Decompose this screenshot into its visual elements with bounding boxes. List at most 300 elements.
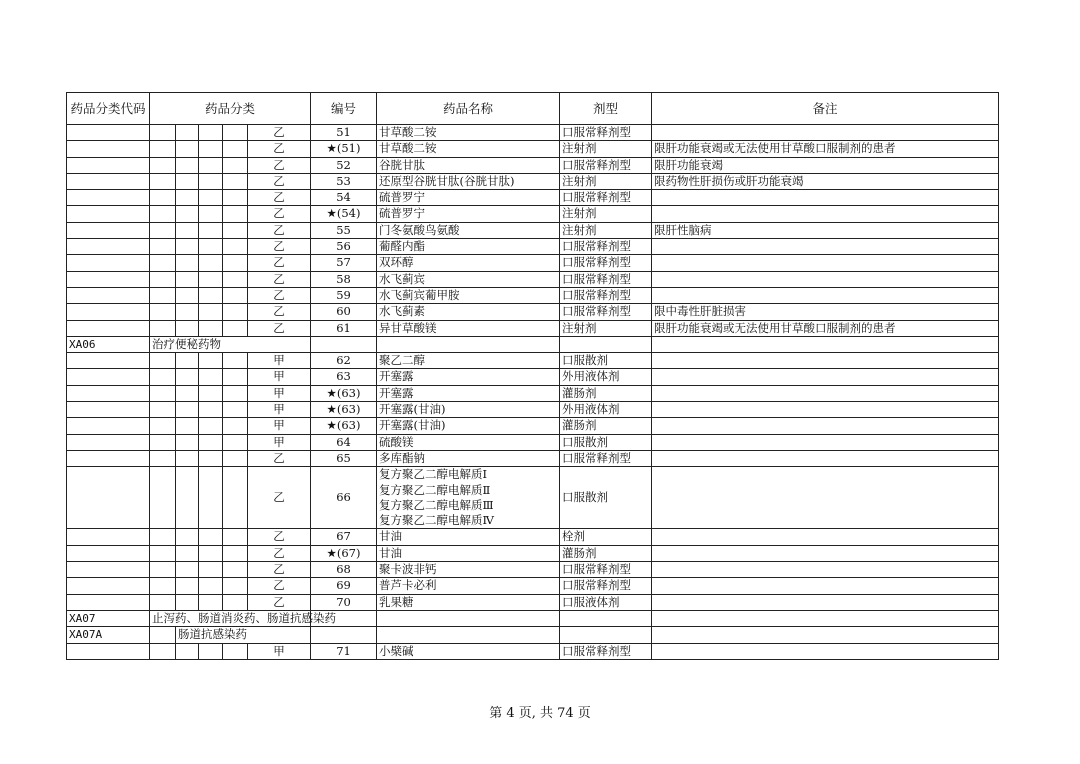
dosage-form-cell: 口服常释剂型 (560, 578, 652, 594)
drug-name-cell (377, 467, 560, 529)
category-level-cell (199, 304, 223, 320)
number-cell: ★(63) (311, 418, 377, 434)
remark-cell (652, 643, 999, 659)
dosage-form-cell: 注射剂 (560, 141, 652, 157)
category-level-cell (150, 304, 176, 320)
remark-cell: 限肝功能衰竭或无法使用甘草酸口服制剂的患者 (652, 141, 999, 157)
category-level-cell (223, 239, 248, 255)
category-level-cell (150, 190, 176, 206)
category-level-cell (176, 578, 199, 594)
category-level-cell (176, 434, 199, 450)
category-level-cell (176, 353, 199, 369)
category-level-cell (150, 206, 176, 222)
category-level-cell (199, 125, 223, 141)
remark-cell: 限肝功能衰竭 (652, 157, 999, 173)
dosage-form-cell: 注射剂 (560, 320, 652, 336)
number-cell: 61 (311, 320, 377, 336)
number-cell: 67 (311, 529, 377, 545)
category-level-cell (199, 434, 223, 450)
category-level-cell (176, 369, 199, 385)
code-cell (67, 320, 150, 336)
category-level-cell (199, 141, 223, 157)
dosage-form-cell: 口服常释剂型 (560, 562, 652, 578)
category-level-cell (150, 125, 176, 141)
category-level-cell (223, 562, 248, 578)
header-remark: 备注 (652, 93, 999, 125)
category-level-cell (176, 239, 199, 255)
table-row (67, 239, 999, 255)
code-cell (67, 157, 150, 173)
category-level-cell (223, 157, 248, 173)
table-row (67, 418, 999, 434)
category-level-cell (150, 578, 176, 594)
remark-cell: 限肝功能衰竭或无法使用甘草酸口服制剂的患者 (652, 320, 999, 336)
category-level-cell (223, 578, 248, 594)
category-level-cell (150, 222, 176, 238)
category-level-cell (176, 545, 199, 561)
number-cell: 65 (311, 450, 377, 466)
category-level-cell (150, 157, 176, 173)
code-cell (67, 369, 150, 385)
drug-name-cell: 水飞蓟宾葡甲胺 (377, 287, 560, 303)
class-cell: 乙 (248, 239, 311, 255)
drug-name-cell: 聚卡波非钙 (377, 562, 560, 578)
number-cell: 56 (311, 239, 377, 255)
table-row (67, 385, 999, 401)
drug-name-cell: 普芦卡必利 (377, 578, 560, 594)
table-row (67, 173, 999, 189)
category-level-cell (199, 369, 223, 385)
class-cell: 乙 (248, 125, 311, 141)
drug-name-cell: 还原型谷胱甘肽(谷胱甘肽) (377, 173, 560, 189)
number-cell: 52 (311, 157, 377, 173)
class-cell: 乙 (248, 578, 311, 594)
remark-cell (652, 562, 999, 578)
remark-cell: 限肝性脑病 (652, 222, 999, 238)
category-level-cell (150, 320, 176, 336)
drug-name-cell: 乳果糖 (377, 594, 560, 610)
number-cell: 63 (311, 369, 377, 385)
category-level-cell (199, 418, 223, 434)
drug-name-line: 复方聚乙二醇电解质Ⅱ (379, 482, 491, 497)
category-level-cell (176, 402, 199, 418)
table-row (67, 545, 999, 561)
category-level-cell (223, 643, 248, 659)
class-cell: 乙 (248, 206, 311, 222)
remark-cell (652, 467, 999, 529)
category-level-cell (199, 157, 223, 173)
category-level-cell (150, 627, 176, 643)
drug-name-cell: 开塞露 (377, 385, 560, 401)
remark-cell (652, 627, 999, 643)
category-level-cell (223, 125, 248, 141)
category-level-cell (150, 239, 176, 255)
drug-name-cell (377, 610, 560, 626)
class-cell: 乙 (248, 545, 311, 561)
class-cell: 乙 (248, 304, 311, 320)
number-cell: 54 (311, 190, 377, 206)
drug-name-cell: 甘油 (377, 545, 560, 561)
code-cell (67, 353, 150, 369)
category-level-cell (199, 222, 223, 238)
number-cell: ★(63) (311, 402, 377, 418)
remark-cell (652, 271, 999, 287)
drug-name-cell: 硫酸镁 (377, 434, 560, 450)
remark-cell (652, 578, 999, 594)
remark-cell (652, 545, 999, 561)
number-cell: 66 (311, 467, 377, 529)
category-level-cell (150, 369, 176, 385)
category-level-cell (150, 353, 176, 369)
category-level-cell (150, 418, 176, 434)
code-cell (67, 450, 150, 466)
table-row (67, 467, 999, 529)
number-cell: 60 (311, 304, 377, 320)
category-level-cell (150, 402, 176, 418)
category-level-cell (199, 594, 223, 610)
header-code: 药品分类代码 (67, 93, 150, 125)
table-row (67, 320, 999, 336)
table-row (67, 529, 999, 545)
category-label-cell: 治疗便秘药物 (150, 336, 311, 352)
dosage-form-cell: 口服液体剂 (560, 594, 652, 610)
table-row (67, 255, 999, 271)
code-cell (67, 125, 150, 141)
code-cell (67, 239, 150, 255)
code-cell (67, 594, 150, 610)
number-cell: 51 (311, 125, 377, 141)
category-level-cell (150, 255, 176, 271)
number-cell: 62 (311, 353, 377, 369)
category-level-cell (176, 222, 199, 238)
dosage-form-cell: 灌肠剂 (560, 385, 652, 401)
drug-name-cell: 多库酯钠 (377, 450, 560, 466)
class-cell: 乙 (248, 190, 311, 206)
category-level-cell (223, 206, 248, 222)
category-level-cell (176, 206, 199, 222)
drug-name-line: 复方聚乙二醇电解质Ⅲ (379, 497, 494, 512)
code-cell (67, 529, 150, 545)
table-row (67, 578, 999, 594)
remark-cell (652, 529, 999, 545)
category-level-cell (199, 173, 223, 189)
table-body (67, 125, 999, 660)
remark-cell (652, 434, 999, 450)
category-level-cell (223, 545, 248, 561)
header-number: 编号 (311, 93, 377, 125)
number-cell: 70 (311, 594, 377, 610)
category-label-cell: 肠道抗感染药 (176, 627, 311, 643)
category-level-cell (223, 141, 248, 157)
table-row (67, 643, 999, 659)
category-level-cell (199, 385, 223, 401)
class-cell: 甲 (248, 353, 311, 369)
dosage-form-cell: 栓剂 (560, 529, 652, 545)
number-cell: 58 (311, 271, 377, 287)
drug-name-cell: 硫普罗宁 (377, 206, 560, 222)
category-level-cell (176, 141, 199, 157)
table-row (67, 157, 999, 173)
drug-name-cell (377, 336, 560, 352)
category-level-cell (176, 529, 199, 545)
category-level-cell (176, 385, 199, 401)
table-row (67, 190, 999, 206)
remark-cell: 限中毒性肝脏损害 (652, 304, 999, 320)
category-level-cell (150, 643, 176, 659)
category-level-cell (199, 402, 223, 418)
dosage-form-cell: 注射剂 (560, 173, 652, 189)
code-cell (67, 287, 150, 303)
code-cell (67, 141, 150, 157)
code-cell (67, 545, 150, 561)
category-level-cell (223, 353, 248, 369)
category-level-cell (176, 190, 199, 206)
class-cell: 甲 (248, 434, 311, 450)
drug-name-cell: 门冬氨酸鸟氨酸 (377, 222, 560, 238)
category-level-cell (199, 287, 223, 303)
table-row (67, 206, 999, 222)
code-cell (67, 190, 150, 206)
category-level-cell (176, 643, 199, 659)
category-level-cell (199, 190, 223, 206)
dosage-form-cell: 口服常释剂型 (560, 450, 652, 466)
code-cell (67, 385, 150, 401)
category-row (67, 627, 999, 643)
category-row (67, 336, 999, 352)
remark-cell (652, 385, 999, 401)
category-level-cell (223, 173, 248, 189)
dosage-form-cell: 外用液体剂 (560, 369, 652, 385)
dosage-form-cell: 灌肠剂 (560, 545, 652, 561)
page-footer (0, 702, 1080, 721)
category-level-cell (223, 190, 248, 206)
code-cell (67, 578, 150, 594)
class-cell: 乙 (248, 594, 311, 610)
category-level-cell (150, 271, 176, 287)
category-level-cell (150, 141, 176, 157)
number-cell: 68 (311, 562, 377, 578)
remark-cell (652, 418, 999, 434)
code-cell (67, 418, 150, 434)
remark-cell (652, 610, 999, 626)
remark-cell (652, 353, 999, 369)
remark-cell (652, 594, 999, 610)
drug-name-cell: 甘草酸二铵 (377, 141, 560, 157)
class-cell: 乙 (248, 271, 311, 287)
dosage-form-cell: 灌肠剂 (560, 418, 652, 434)
drug-name-cell: 开塞露 (377, 369, 560, 385)
drug-name-cell: 小檗碱 (377, 643, 560, 659)
dosage-form-cell (560, 610, 652, 626)
code-cell (67, 271, 150, 287)
code-cell (67, 173, 150, 189)
category-level-cell (199, 529, 223, 545)
code-cell (67, 434, 150, 450)
class-cell: 甲 (248, 369, 311, 385)
category-level-cell (150, 385, 176, 401)
dosage-form-cell: 口服散剂 (560, 353, 652, 369)
table-row (67, 434, 999, 450)
class-cell: 乙 (248, 450, 311, 466)
code-cell (67, 402, 150, 418)
remark-cell (652, 336, 999, 352)
category-level-cell (150, 545, 176, 561)
table-row (67, 562, 999, 578)
number-cell: 55 (311, 222, 377, 238)
category-level-cell (150, 467, 176, 529)
dosage-form-cell: 注射剂 (560, 222, 652, 238)
category-level-cell (150, 562, 176, 578)
code-cell (67, 304, 150, 320)
category-level-cell (176, 157, 199, 173)
table-row (67, 353, 999, 369)
category-level-cell (223, 434, 248, 450)
class-cell: 甲 (248, 385, 311, 401)
class-cell: 乙 (248, 562, 311, 578)
category-level-cell (223, 255, 248, 271)
drug-name-cell: 甘草酸二铵 (377, 125, 560, 141)
category-level-cell (223, 304, 248, 320)
class-cell: 乙 (248, 222, 311, 238)
dosage-form-cell: 口服常释剂型 (560, 157, 652, 173)
category-level-cell (176, 450, 199, 466)
dosage-form-cell: 口服常释剂型 (560, 125, 652, 141)
category-level-cell (150, 529, 176, 545)
drug-name-cell: 开塞露(甘油) (377, 402, 560, 418)
category-level-cell (223, 385, 248, 401)
class-cell: 乙 (248, 287, 311, 303)
dosage-form-cell: 口服常释剂型 (560, 255, 652, 271)
dosage-form-cell: 口服常释剂型 (560, 287, 652, 303)
remark-cell (652, 190, 999, 206)
code-cell (67, 255, 150, 271)
category-level-cell (176, 173, 199, 189)
category-level-cell (176, 304, 199, 320)
category-level-cell (176, 467, 199, 529)
number-cell: 53 (311, 173, 377, 189)
code-cell (67, 467, 150, 529)
category-level-cell (176, 271, 199, 287)
remark-cell (652, 125, 999, 141)
table-row (67, 304, 999, 320)
drug-name-cell: 水飞蓟宾 (377, 271, 560, 287)
category-level-cell (223, 369, 248, 385)
category-level-cell (223, 418, 248, 434)
dosage-form-cell: 外用液体剂 (560, 402, 652, 418)
category-level-cell (223, 467, 248, 529)
category-level-cell (199, 271, 223, 287)
remark-cell: 限药物性肝损伤或肝功能衰竭 (652, 173, 999, 189)
class-cell: 乙 (248, 529, 311, 545)
category-level-cell (150, 173, 176, 189)
dosage-form-cell (560, 627, 652, 643)
category-level-cell (199, 353, 223, 369)
code-cell (67, 222, 150, 238)
table-row (67, 594, 999, 610)
table-row (67, 369, 999, 385)
category-level-cell (150, 434, 176, 450)
drug-name-cell (377, 627, 560, 643)
class-cell: 乙 (248, 141, 311, 157)
category-level-cell (176, 562, 199, 578)
category-level-cell (176, 287, 199, 303)
dosage-form-cell: 口服常释剂型 (560, 643, 652, 659)
category-label-cell: 止泻药、肠道消炎药、肠道抗感染药 (150, 610, 311, 626)
class-cell: 乙 (248, 467, 311, 529)
category-level-cell (223, 402, 248, 418)
number-cell: 57 (311, 255, 377, 271)
drug-name-cell: 开塞露(甘油) (377, 418, 560, 434)
table-header-row (67, 93, 999, 125)
table-row (67, 125, 999, 141)
remark-cell (652, 402, 999, 418)
category-level-cell (223, 271, 248, 287)
table-row (67, 141, 999, 157)
category-code-cell: XA07 (67, 610, 150, 626)
dosage-form-cell: 口服散剂 (560, 467, 652, 529)
table-row (67, 222, 999, 238)
category-code-cell: XA06 (67, 336, 150, 352)
category-level-cell (176, 255, 199, 271)
class-cell: 甲 (248, 418, 311, 434)
class-cell: 乙 (248, 157, 311, 173)
category-level-cell (199, 320, 223, 336)
drug-name-cell: 甘油 (377, 529, 560, 545)
drug-name-line: 复方聚乙二醇电解质Ⅰ (379, 467, 488, 482)
category-level-cell (199, 450, 223, 466)
category-level-cell (199, 206, 223, 222)
code-cell (67, 206, 150, 222)
drug-name-line: 复方聚乙二醇电解质Ⅳ (379, 513, 495, 528)
header-form: 剂型 (560, 93, 652, 125)
table-row (67, 287, 999, 303)
category-level-cell (176, 418, 199, 434)
number-cell: ★(54) (311, 206, 377, 222)
category-level-cell (223, 594, 248, 610)
drug-name-cell: 水飞蓟素 (377, 304, 560, 320)
remark-cell (652, 206, 999, 222)
drug-name-cell: 硫普罗宁 (377, 190, 560, 206)
dosage-form-cell (560, 336, 652, 352)
drug-name-cell: 葡醛内酯 (377, 239, 560, 255)
table-row (67, 450, 999, 466)
code-cell (67, 643, 150, 659)
class-cell: 乙 (248, 173, 311, 189)
number-cell (311, 627, 377, 643)
drug-list-table (66, 92, 999, 660)
page-number-text: 第 4 页, 共 74 页 (489, 706, 591, 721)
number-cell: ★(51) (311, 141, 377, 157)
category-row (67, 610, 999, 626)
category-level-cell (223, 450, 248, 466)
category-level-cell (223, 529, 248, 545)
remark-cell (652, 255, 999, 271)
remark-cell (652, 239, 999, 255)
category-level-cell (199, 562, 223, 578)
class-cell: 乙 (248, 255, 311, 271)
dosage-form-cell: 注射剂 (560, 206, 652, 222)
category-level-cell (199, 239, 223, 255)
category-level-cell (199, 467, 223, 529)
category-code-cell: XA07A (67, 627, 150, 643)
category-level-cell (176, 125, 199, 141)
number-cell: 71 (311, 643, 377, 659)
category-level-cell (150, 450, 176, 466)
class-cell: 乙 (248, 320, 311, 336)
number-cell: ★(63) (311, 385, 377, 401)
table-row (67, 271, 999, 287)
drug-name-cell: 异甘草酸镁 (377, 320, 560, 336)
